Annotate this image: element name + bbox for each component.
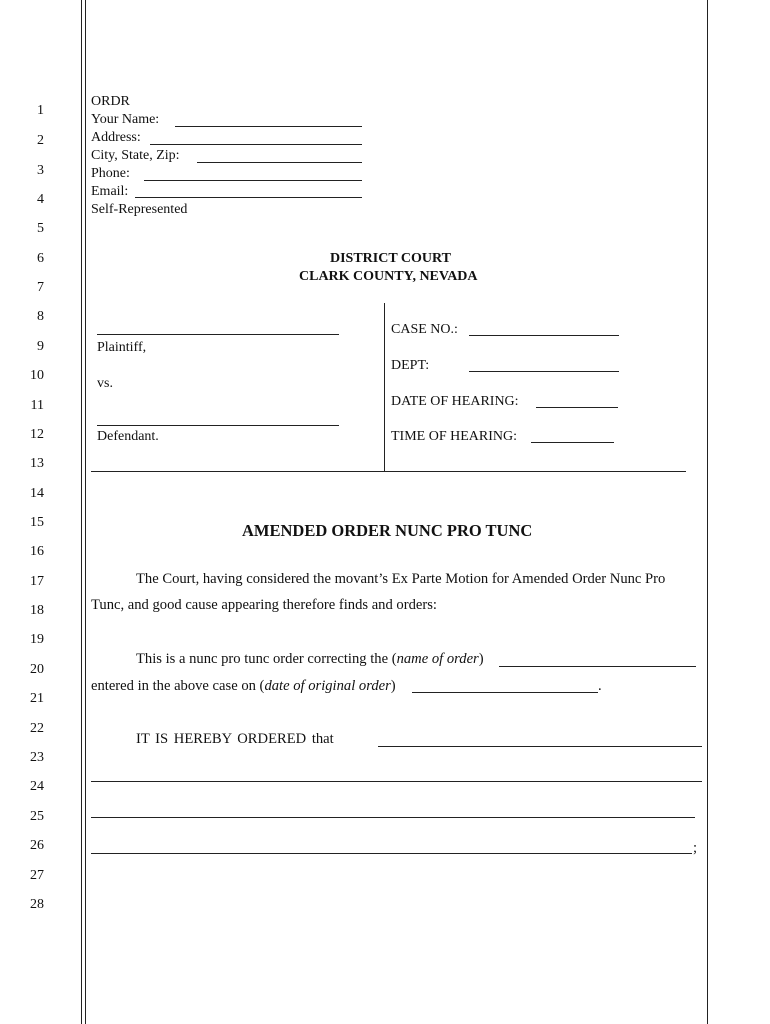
date-of-original-order-hint: date of original order xyxy=(264,678,391,694)
line-number: 18 xyxy=(30,603,44,618)
name-of-order-blank[interactable] xyxy=(499,666,696,667)
line-number: 15 xyxy=(30,515,44,530)
name-of-order-hint: name of order xyxy=(396,651,479,667)
hearing-time-blank[interactable] xyxy=(531,442,614,443)
correction-close-paren: ) xyxy=(478,651,484,667)
your-name-label: Your Name: xyxy=(91,112,160,127)
defendant-label: Defendant. xyxy=(97,429,159,444)
order-text-blank-4[interactable] xyxy=(91,853,692,854)
city-state-zip-blank[interactable] xyxy=(197,162,362,163)
line-number: 17 xyxy=(30,574,44,589)
line-number: 4 xyxy=(37,192,44,207)
department-label: DEPT: xyxy=(391,358,430,373)
line-number: 13 xyxy=(30,456,44,471)
line-number: 20 xyxy=(30,662,44,677)
line-number: 23 xyxy=(30,750,44,765)
correction-text: This is a nunc pro tunc order correcting the ( xyxy=(136,651,397,667)
findings-line-2: Tunc, and good cause appearing therefore finds and orders: xyxy=(91,597,437,613)
line-number: 19 xyxy=(30,632,44,647)
entered-close-paren: ) xyxy=(390,678,396,694)
entered-text: entered in the above case on ( xyxy=(91,678,265,694)
hearing-date-blank[interactable] xyxy=(536,407,618,408)
left-margin-rule-1 xyxy=(81,0,82,1024)
line-number: 7 xyxy=(37,280,44,295)
left-margin-rule-2 xyxy=(85,0,86,1024)
document-title: AMENDED ORDER NUNC PRO TUNC xyxy=(242,521,533,540)
email-label: Email: xyxy=(91,184,129,199)
line-number: 3 xyxy=(37,163,44,178)
line-number: 12 xyxy=(30,427,44,442)
department-blank[interactable] xyxy=(469,371,619,372)
case-number-label: CASE NO.: xyxy=(391,322,458,337)
line-number: 28 xyxy=(30,897,44,912)
line-number: 16 xyxy=(30,544,44,559)
correction-line-1 xyxy=(136,651,484,668)
defendant-blank[interactable] xyxy=(97,425,339,426)
caption-bottom-rule xyxy=(91,471,686,472)
phone-label: Phone: xyxy=(91,166,130,181)
line-number: 14 xyxy=(30,486,44,501)
line-number: 25 xyxy=(30,809,44,824)
line-number: 8 xyxy=(37,309,44,324)
line-number: 2 xyxy=(37,133,44,148)
case-number-blank[interactable] xyxy=(469,335,619,336)
line-number: 27 xyxy=(30,868,44,883)
hearing-date-label: DATE OF HEARING: xyxy=(391,394,519,409)
address-blank[interactable] xyxy=(150,144,362,145)
hearing-time-label: TIME OF HEARING: xyxy=(391,429,517,444)
findings-line-1: The Court, having considered the movant’s Ex Parte Motion for Amended Order Nunc Pro xyxy=(136,571,666,587)
phone-blank[interactable] xyxy=(144,180,362,181)
caption-divider xyxy=(384,303,385,471)
line-number: 11 xyxy=(30,398,44,413)
self-represented-label: Self-Represented xyxy=(91,202,188,217)
line-number: 6 xyxy=(37,251,44,266)
line-number: 26 xyxy=(30,838,44,853)
line-number: 9 xyxy=(37,339,44,354)
line-number: 21 xyxy=(30,691,44,706)
correction-line-2 xyxy=(91,678,396,695)
ordered-clause: IT IS HEREBY ORDERED that xyxy=(136,731,334,747)
versus-label: vs. xyxy=(97,376,113,391)
document-code: ORDR xyxy=(91,94,130,109)
line-number: 24 xyxy=(30,779,44,794)
sentence-period: . xyxy=(598,678,602,694)
line-number: 10 xyxy=(30,368,44,383)
court-county: CLARK COUNTY, NEVADA xyxy=(299,269,478,284)
order-semicolon: ; xyxy=(693,840,698,856)
date-of-original-order-blank[interactable] xyxy=(412,692,598,693)
email-blank[interactable] xyxy=(135,197,362,198)
line-number: 22 xyxy=(30,721,44,736)
court-name: DISTRICT COURT xyxy=(330,251,452,266)
order-text-blank-3[interactable] xyxy=(91,817,695,818)
address-label: Address: xyxy=(91,130,141,145)
right-margin-rule xyxy=(707,0,708,1024)
your-name-blank[interactable] xyxy=(175,126,362,127)
plaintiff-label: Plaintiff, xyxy=(97,340,147,355)
plaintiff-blank[interactable] xyxy=(97,334,339,335)
line-number: 1 xyxy=(37,103,44,118)
city-state-zip-label: City, State, Zip: xyxy=(91,148,180,163)
line-number: 5 xyxy=(37,221,44,236)
order-text-blank-1[interactable] xyxy=(378,746,702,747)
order-text-blank-2[interactable] xyxy=(91,781,702,782)
